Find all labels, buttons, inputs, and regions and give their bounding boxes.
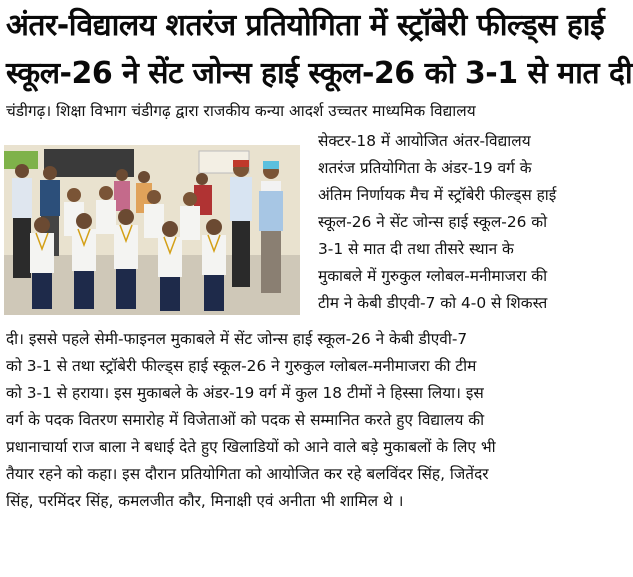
column-line-1: सेक्टर-18 में आयोजित अंतर-विद्यालय xyxy=(318,132,531,150)
body-line-7: सिंह, परमिंदर सिंह, कमलजीत कौर, मिनाक्षी एवं अनीता भी शामिल थे । xyxy=(6,492,404,510)
column-line-5: 3-1 से मात दी तथा तीसरे स्थान के xyxy=(318,240,514,258)
body-line-2: को 3-1 से तथा स्ट्रॉबेरी फील्ड्स हाई स्कूल-26 ने गुरुकुल ग्लोबल-मनीमाजरा की टीम xyxy=(6,357,477,375)
article-intro: चंडीगढ़। शिक्षा विभाग चंडीगढ़ द्वारा राजकीय कन्या आदर्श उच्चतर माध्यमिक विद्यालय xyxy=(6,102,476,120)
headline-line-1: अंतर-विद्यालय शतरंज प्रतियोगिता में स्ट्रॉबेरी फील्ड्स हाई xyxy=(6,8,605,43)
body-line-4: वर्ग के पदक वितरण समारोह में विजेताओं को पदक से सम्मानित करते हुए विद्यालय की xyxy=(6,411,485,429)
body-line-6: तैयार रहने को कहा। इस दौरान प्रतियोगिता को आयोजित कर रहे बलविंदर सिंह, जितेंदर xyxy=(6,465,489,483)
body-line-3: को 3-1 से हराया। इस मुकाबले के अंडर-19 वर्ग में कुल 18 टीमों ने हिस्सा लिया। इस xyxy=(6,384,484,402)
headline-line-2: स्कूल-26 ने सेंट जोन्स हाई स्कूल-26 को 3-1 से मात दी xyxy=(6,56,633,91)
headline xyxy=(6,2,633,98)
column-line-6: मुकाबले में गुरुकुल ग्लोबल-मनीमाजरा की xyxy=(318,267,548,285)
body-line-5: प्रधानाचार्या राज बाला ने बधाई देते हुए खिलाडियों को आने वाले बड़े मुकाबलों के लिए भी xyxy=(6,438,496,456)
column-line-3: अंतिम निर्णायक मैच में स्ट्रॉबेरी फील्ड्स हाई xyxy=(318,186,557,204)
column-line-7: टीम ने केबी डीएवी-7 को 4-0 से शिकस्त xyxy=(318,294,548,312)
body-line-1: दी। इससे पहले सेमी-फाइनल मुकाबले में सेंट जोन्स हाई स्कूल-26 ने केबी डीएवी-7 xyxy=(6,330,468,348)
team-photo xyxy=(4,145,300,315)
column-line-4: स्कूल-26 ने सेंट जोन्स हाई स्कूल-26 को xyxy=(318,213,548,231)
column-line-2: शतरंज प्रतियोगिता के अंडर-19 वर्ग के xyxy=(318,159,532,177)
group-photo-illustration xyxy=(4,145,300,315)
